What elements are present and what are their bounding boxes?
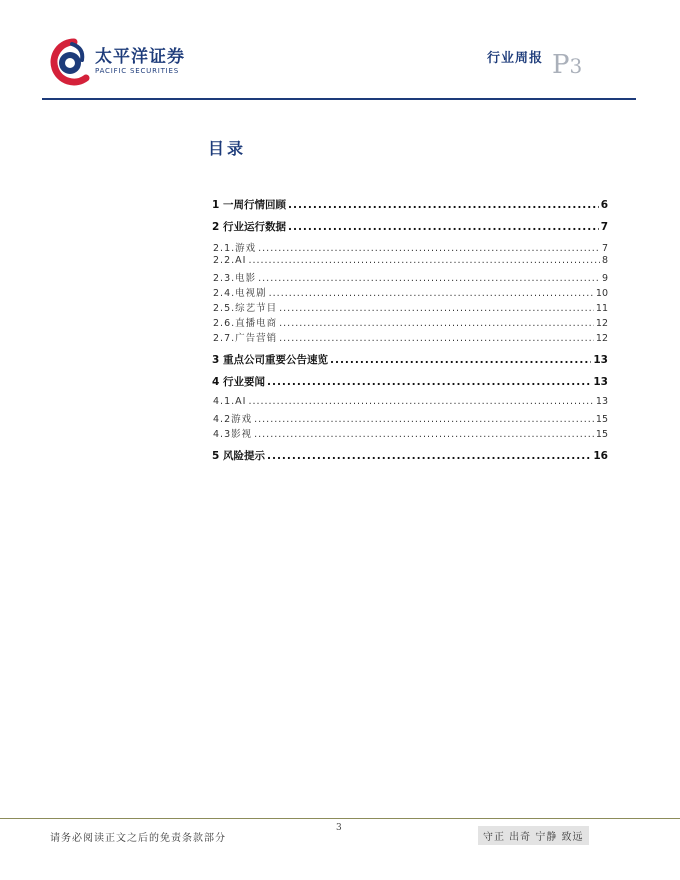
toc-entry[interactable] — [213, 330, 608, 344]
toc-entry-label: 2.3.电影 — [213, 273, 257, 284]
toc-entry-page: 15 — [595, 414, 608, 425]
toc-leader — [279, 303, 594, 314]
toc-entry[interactable] — [213, 300, 608, 314]
toc-entry[interactable] — [213, 270, 608, 284]
toc-entry-label: 2 行业运行数据 — [212, 221, 286, 233]
footer-divider — [0, 818, 680, 819]
toc-entry-label: 4.3影视 — [213, 429, 253, 440]
toc-entry-page: 11 — [595, 303, 608, 314]
toc-leader — [248, 255, 600, 266]
document-type: 行业周报 — [487, 51, 544, 66]
toc-entry[interactable] — [213, 240, 608, 254]
toc-leader — [248, 396, 593, 407]
toc-leader — [254, 429, 594, 440]
logo-english-name: PACIFIC SECURITIES — [95, 67, 180, 75]
toc-entry-label: 1 一周行情回顾 — [212, 199, 286, 211]
toc-entry-page: 13 — [595, 396, 608, 407]
toc-entry-label: 4.1.AI — [213, 396, 247, 407]
toc-entry-label: 4 行业要闻 — [212, 376, 265, 388]
toc-entry[interactable] — [212, 352, 608, 367]
toc-entry-page: 7 — [601, 243, 608, 254]
toc-entry-label: 2.7.广告营销 — [213, 333, 278, 344]
toc-entry[interactable] — [213, 285, 608, 299]
toc-entry-page: 12 — [595, 333, 608, 344]
toc-leader — [254, 414, 594, 425]
toc-entry-label: 3 重点公司重要公告速览 — [212, 354, 328, 366]
logo-chinese-name: 太平洋证券 — [95, 47, 185, 67]
toc-entry-page: 15 — [595, 429, 608, 440]
page-mark-number: 3 — [569, 54, 583, 78]
toc-entry-label: 5 风险提示 — [212, 450, 265, 462]
pacific-securities-logo-icon — [48, 38, 92, 86]
footer-page-number: 3 — [336, 823, 342, 833]
toc-entry-page: 16 — [593, 450, 608, 462]
toc-entry-label: 2.6.直播电商 — [213, 318, 278, 329]
header-divider — [42, 98, 636, 100]
toc-title: 目录 — [208, 139, 247, 158]
toc-entry-label: 2.1.游戏 — [213, 243, 257, 254]
toc-leader — [279, 318, 594, 329]
toc-entry-label: 4.2游戏 — [213, 414, 253, 425]
toc-leader — [269, 288, 594, 299]
toc-entry[interactable] — [213, 411, 608, 425]
toc-entry-label: 2.5.综艺节目 — [213, 303, 278, 314]
toc-entry[interactable] — [212, 197, 608, 212]
toc-entry-page: 9 — [601, 273, 608, 284]
toc-entry-page: 10 — [595, 288, 608, 299]
toc-leader — [267, 450, 591, 462]
footer-motto: 守正 出奇 宁静 致远 — [478, 826, 589, 845]
header-page-mark — [552, 50, 582, 80]
toc-entry[interactable] — [213, 426, 608, 440]
toc-entry-page: 6 — [600, 199, 608, 211]
toc-entry-page: 13 — [593, 354, 608, 366]
toc-entry[interactable] — [213, 255, 608, 266]
toc-entry[interactable] — [212, 219, 608, 234]
toc-entry-label: 2.4.电视剧 — [213, 288, 267, 299]
toc-leader — [288, 199, 599, 211]
toc-entry-page: 7 — [600, 221, 608, 233]
toc-leader — [330, 354, 591, 366]
toc-entry-label: 2.2.AI — [213, 255, 247, 266]
toc-leader — [267, 376, 591, 388]
toc-entry-page: 12 — [595, 318, 608, 329]
page-mark-letter: P — [552, 50, 570, 80]
footer-disclaimer: 请务必阅读正文之后的免责条款部分 — [50, 833, 226, 844]
toc-leader — [288, 221, 599, 233]
company-logo — [48, 38, 188, 88]
toc-entry[interactable] — [212, 448, 608, 463]
toc-leader — [279, 333, 594, 344]
toc-leader — [258, 273, 600, 284]
toc-entry[interactable] — [212, 374, 608, 389]
toc-entry[interactable] — [213, 396, 608, 407]
toc-entry-page: 13 — [593, 376, 608, 388]
toc-leader — [258, 243, 600, 254]
toc-entry-page: 8 — [601, 255, 608, 266]
toc-entry[interactable] — [213, 315, 608, 329]
